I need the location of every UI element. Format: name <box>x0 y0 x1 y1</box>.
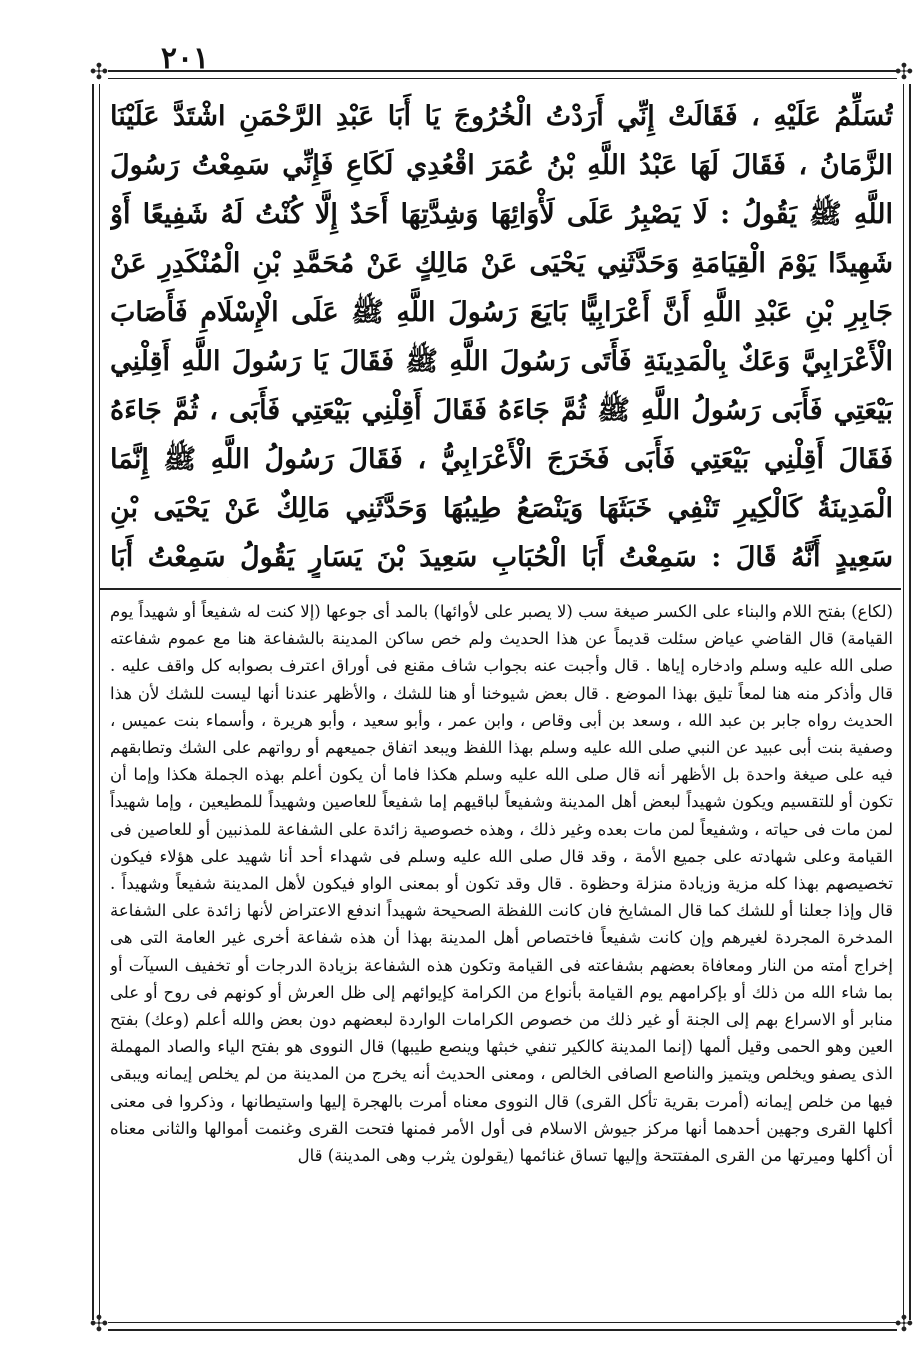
page-number: ٢٠١ <box>160 41 210 76</box>
commentary-paragraph: (لكاع) بفتح اللام والبناء على الكسر صيغة سب (لا يصبر على لأوائها) بالمد أى جوعها (إلا كنت له شفيعاً أو شهيداً يوم القيامة) قال القاضي عياض سئلت قديماً عن هذا الحديث ولم خص ساكن المدينة بالشفاعة هنا مع عموم شفاعته صلى الله عليه وسلم وادخاره إياها . قال وأجبت عنه بجواب شاف مقنع فى أوراق اعترف بصوابه كل واقف عليه . قال وأذكر منه هنا لمعاً تليق بهذا الموضع . قال بعض شيوخنا أو هنا للشك ، والأظهر عندنا أنها ليست للشك لأن هذا الحديث رواه جابر بن عبد الله ، وسعد بن أبى وقاص ، وابن عمر ، وأبو سعيد ، وأبو هريرة ، وأسماء بنت عميس ، وصفية بنت أبى عبيد عن النبي صلى الله عليه وسلم بهذا اللفظ ويبعد اتفاق جميعهم أو رواتهم على الشك وتطابقهم فيه على صيغة واحدة بل الأظهر أنه قال صلى الله عليه وسلم هكذا فاما أن يكون أعلم بهذه الجملة هكذا وإما أن تكون أو للتقسيم ويكون شهيداً لبعض أهل المدينة وشفيعاً لباقيهم إما شفيعاً للعاصين وشهيداً للمطيعين ، وإما شهيداً لمن مات فى حياته ، وشفيعاً لمن مات بعده وغير ذلك ، وهذه خصوصية زائدة على الشفاعة للمذنبين أو للعاصين فى القيامة وعلى شهادته على جميع الأمة ، وقد قال صلى الله عليه وسلم فى شهداء أحد أنا شهيد على هؤلاء فيكون تخصيصهم بهذا كله مزية وزيادة منزلة وحظوة . قال وقد تكون أو بمعنى الواو فيكون لأهل المدينة شفيعاً وشهيداً . قال وإذا جعلنا أو للشك كما قال المشايخ فان كانت اللفظة الصحيحة شهيداً اندفع الاعتراض لأنها زائدة على الشفاعة المدخرة المجردة لغيرهم وإن كانت شفيعاً فاختصاص أهل المدينة بهذا أن هذه شفاعة أخرى غير العامة التى هى إخراج أمته من النار ومعافاة بعضهم بشفاعته فى القيامة وتكون هذه الشفاعة بزيادة الدرجات أو تخفيف السيآت أو بما شاء الله من ذلك أو بإكرامهم يوم القيامة بأنواع من الكرامة كإيوائهم إلى ظل العرش أو كونهم فى روح أو على منابر أو الاسراع بهم إلى الجنة أو غير ذلك من خصوص الكرامات الواردة لبعضهم دون بعض والله أعلم (وعك) بفتح العين وهو الحمى وقيل ألمها (إنما المدينة كالكير تنفي خبثها وينصع طيبها) قال النووى هو بفتح الياء والصاد المهملة الذى يصفو ويخلص ويتميز والناصع الصافى الخالص ، ومعنى الحديث أنه يخرج من المدينة من لم يخلص إيمانه ويبقى فيها من خلص إيمانه (أمرت بقرية تأكل القرى) قال النووى معناه أمرت بالهجرة إليها واستيطانها ، وذكروا فى معنى أكلها القرى وجهين أحدهما أنها مركز جيوش الاسلام فى أول الأمر فمنها فتحت القرى وغنمت أموالها والثانى معناه أن أكلها وميرتها من القرى المفتتحة وإليها تساق غنائمها (يقولون يثرب وهى المدينة) قال <box>110 602 893 1166</box>
main-text-paragraph: تُسَلِّمُ عَلَيْهِ ، فَقَالَتْ إِنِّي أَرَدْتُ الْخُرُوجَ يَا أَبَا عَبْدِ الرَّحْمَنِ اشْتَدَّ عَلَيْنَا الزَّمَانُ ، فَقَالَ لَهَا عَبْدُ اللَّهِ بْنُ عُمَرَ اقْعُدِي لَكَاعِ فَإِنِّي سَمِعْتُ رَسُولَ اللَّهِ ﷺ يَقُولُ : لَا يَصْبِرُ عَلَى لَأْوَائِهَا وَشِدَّتِهَا أَحَدٌ إِلَّا كُنْتُ لَهُ شَفِيعًا أَوْ شَهِيدًا يَوْمَ الْقِيَامَةِ وَحَدَّثَنِي يَحْيَى عَنْ مَالِكٍ عَنْ مُحَمَّدِ بْنِ الْمُنْكَدِرِ عَنْ جَابِرِ بْنِ عَبْدِ اللَّهِ أَنَّ أَعْرَابِيًّا بَايَعَ رَسُولَ اللَّهِ ﷺ عَلَى الْإِسْلَامِ فَأَصَابَ الْأَعْرَابِيَّ وَعَكٌ بِالْمَدِينَةِ فَأَتَى رَسُولَ اللَّهِ ﷺ فَقَالَ يَا رَسُولَ اللَّهِ أَقِلْنِي بَيْعَتِي فَأَبَى رَسُولُ اللَّهِ ﷺ ثُمَّ جَاءَهُ فَقَالَ أَقِلْنِي بَيْعَتِي فَأَبَى ، ثُمَّ جَاءَهُ فَقَالَ أَقِلْنِي بَيْعَتِي فَأَبَى فَخَرَجَ الْأَعْرَابِيُّ ، فَقَالَ رَسُولُ اللَّهِ ﷺ إِنَّمَا الْمَدِينَةُ كَالْكِيرِ تَنْفِي خَبَثَهَا وَيَنْصَعُ طِيبُهَا وَحَدَّثَنِي مَالِكٌ عَنْ يَحْيَى بْنِ سَعِيدٍ أَنَّهُ قَالَ : سَمِعْتُ أَبَا الْحُبَابِ سَعِيدَ بْنَ يَسَارٍ يَقُولُ سَمِعْتُ أَبَا <box>110 101 893 573</box>
page-frame-top-border <box>108 70 897 79</box>
corner-ornament-icon: ✣ <box>894 1312 914 1337</box>
corner-ornament-icon: ✣ <box>89 1312 109 1337</box>
page-frame-right-border <box>903 84 911 1320</box>
section-divider <box>100 588 901 590</box>
commentary-footnotes <box>110 598 893 1316</box>
page-frame-bottom-border <box>108 1322 897 1331</box>
page-frame-left-border <box>92 84 100 1320</box>
corner-ornament-icon: ✣ <box>89 60 109 85</box>
main-hadith-text <box>110 92 893 578</box>
corner-ornament-icon: ✣ <box>894 60 914 85</box>
